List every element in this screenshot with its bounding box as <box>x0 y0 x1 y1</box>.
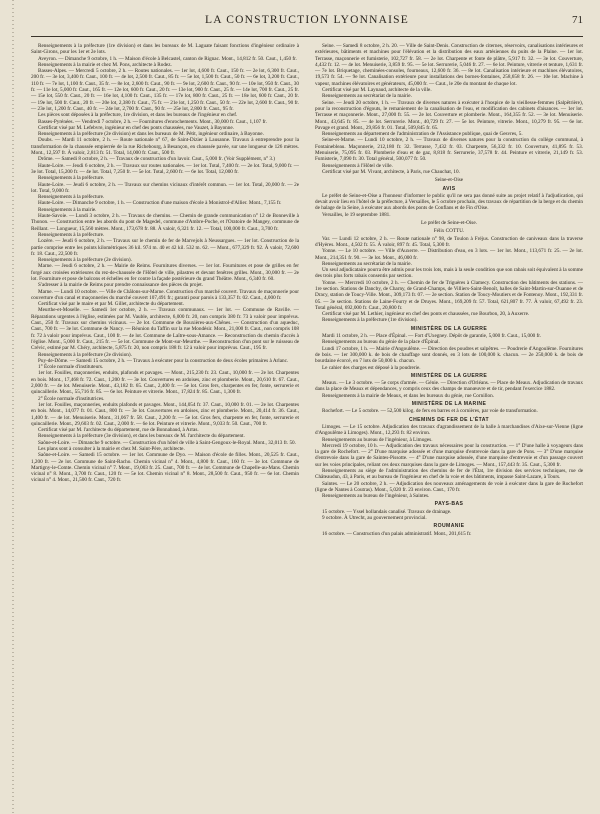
notice-paragraph: Rochefort. — Le 5 octobre. — 52,500 kilog. de fers en barres et à cornières, par voie de transformation. <box>322 408 538 415</box>
notice-paragraph: Lozère. — Jeudi 6 octobre, 2 h. — Travaux sur le chemin de fer de Marvejols à Neussargues. — 1er lot. Construction de la partie comprise entre les points kilométriques 36 kil. 974 m. 40 et 42 kil. 532 m. 62. — Mont., 677,329 fr. 92. À valoir, 72,600 fr. 18. Caut., 22,500 fr. <box>31 238 299 257</box>
notice-paragraph: Meurthe-et-Moselle. — Samedi 1er octobre, 2 h. — Travaux communaux. — 1er lot. — Commune de Raville. — Réparations urgentes à l'église, estimées par M. Vauble, architecte, 6,000 fr. 20, non compris 380 fr. 73 à valoir pour imprévus. Caut., 250 fr. Travaux sur chemins vicinaux. — 2e lot. Commune de Bouxières-aux-Chênes. — Construction d'un aqueduc, Caut., 700 fr. — 3e lot. Commune de Nancy. — Réunion du Taffin sur la rue Mondésir. Mont., 21,000 fr. Caut., non compris 108 fr. 72 à valoir pour imprévus. Caut., 100 fr. — 4e lot. Commune de Laître-sous-Amance. — Reconstruction du chemin d'accès à l'église. Mont., 5,000 fr. Caut., 215 fr. — 5e lot. Commune de Mont-sur-Meurthe. — Reconstruction d'un pont sur le ruisseau de Crévic, estimé par M. Chéry, architecte, 5,875 fr. 20, non compris 188 fr. 12 à valoir pour imprévus. Caut., 195 fr. <box>31 307 299 352</box>
right-column <box>315 43 583 537</box>
page-number: 71 <box>572 14 583 26</box>
notice-paragraph: Seine. — Samedi 8 octobre, 2 h. 20. — Ville de Saint-Denis. Construction de citernes, réservoirs, canalisations intérieures et extérieures, bâtiments et machines pour l'élévation et la distribution des eaux artésiennes du puits de la Plaine. — 1er lot. Terrasse, maçonnerie et fumisterie, 102,727 fr. 58. — 2e lot. Charpente et fonte de plâtre, 5,917 fr. 32. — 3e lot. Couverture, 4,432 fr. 12. — 4e lot. Menuiserie, 3,859 fr. 95. — 5e lot. Serrurerie, 5,046 fr. 27. — 6e lot. Peinture, vitrerie et tenture, 1,631 fr. — 7e lot. Briquetage, cheminées-consoles, fourneaux, 12,600 fr. 36. — 8e lot. Canalisation intérieure et machines élévatoires, 19,573 fr. 54. — 9e lot. Canalisation extérieure pour installations des bornes-fontaines, 258,658 fr. 26. — 10e lot. Machine à vapeur, machines élévatoires et générateurs, 45,000 fr. — Caut., le 20e du montant de chaque lot. <box>315 43 583 87</box>
section-heading: MINISTÈRE DE LA GUERRE <box>410 325 488 332</box>
notice-paragraph: Renseignements au bureau du génie de la place d'Épinal. <box>322 339 440 346</box>
notice-paragraph: Renseignements à l'Hôtel de ville. <box>322 162 393 169</box>
notice-paragraph: Saône-et-Loire. — Dimanche 9 octobre. — Construction d'un hôtel de ville à Saint-Gengoux-le-Royal. Mont., 32,013 fr. 50. <box>38 439 296 446</box>
notice-paragraph: Renseignements au secrétariat de la mairie. <box>322 260 412 267</box>
notice-paragraph: Aveyron. — Dimanche 9 octobre, 1 h. — Maison d'école à Belcastel, canton de Rignac. Mont., 14,812 fr. 50. Caut., 1,450 fr. <box>38 55 297 62</box>
notice-paragraph: 1° École normale d'instituteurs. <box>38 364 104 371</box>
left-column <box>31 43 299 537</box>
notice-paragraph: Les plans sont à consulter à la mairie et chez M. Saint-Père, architecte. <box>38 446 185 452</box>
notice-paragraph: Renseignements à la préfecture. <box>38 231 105 238</box>
notice-paragraph: S'adresser à la mairie de Reims pour prendre connaissance des pièces du projet. <box>38 282 204 289</box>
notice-paragraph: Doubs. — Mardi 11 octobre, 2 h. — Route nationale n° 67, de Saint-Dizier à Lausanne. Travaux à entreprendre pour la transformation de la chaussée empierrée de la rue Richebourg, à Besançon, en chaussée pavée, sur une longueur de 126 mètres. Mont., 12,597 fr. À valoir, 2,813 fr. 51. Total, 14,000 fr. Caut., 500 fr. <box>31 137 299 157</box>
notice-paragraph: Yonne. — Le 10 octobre. — Ville d'Auxerre. — Distribution d'eau, en 3 lots. — 1er lot. Mont., 113,671 fr. 25. — 2e lot. Mont., 214,351 fr. 90. — 3e lot. Mont., 46,000 fr. <box>315 248 583 261</box>
notice-paragraph: Renseignements au siège de l'administration des chemins de fer de l'État, 1re division des services techniques, rue de Châteaudun, 43, à Paris, et au bureau de l'ingénieur en chef de la voie et des bâtiments, impasse Saint-Lazare, à Tours. <box>315 468 583 481</box>
notice-paragraph: Les pièces sont déposées à la préfecture, 1re division, et dans les bureaux de l'ingénieur en chef. <box>38 112 238 119</box>
notice-paragraph: Certificat visé par M. Lefebvre, ingénieur en chef des ponts chaussées, rue Vauzet, à Bayonne. <box>38 124 234 131</box>
section-heading: MINISTÈRE DE LA GUERRE <box>410 372 488 379</box>
section-heading: Le préfet de Seine-et-Oise. <box>421 220 477 227</box>
section-heading: CHEMINS DE FER DE L'ÉTAT <box>409 416 489 423</box>
notice-paragraph: Saône-et-Loire. — Samedi 15 octobre. — 1er lot. Commune de Dyo. — Maison d'école de filles. Mont., 20,525 fr. Caut., 1,200 fr. — 2e lot. Commune de Saint-Racho. Chemin vicinal n° 4. Mont., 4,800 fr. Caut., 160 fr. — 3e lot. Commune de Martigny-le-Comte. Chemin vicinal n° 7. Mont., 19,003 fr. 25. Caut., 700 fr. — 4e lot. Commune de Chapelle-au-Mans. Chemin vicinal n° 8. Mont., 3,700 fr. Caut., 120 fr. — 5e lot. Chemin vicinal n° 8. Mont., 28,500 fr. Caut., 950 fr. — 6e lot. Chemin vicinal n° 4. Mont., 21,500 fr. Caut., 720 fr. <box>31 452 299 484</box>
notice-paragraph: Certificat visé par le maire et par M. Gillet, architecte du département. <box>38 301 185 308</box>
section-heading: Seine-et-Oise <box>434 177 464 184</box>
notice-paragraph: 1er lot. Fouilles, maçonneries, enduits, plafonds et pavages. — Mont., 215,230 fr. 23. Caut., 10,000 fr. — 2e lot. Charpentes en bois. Mont., 17,468 fr. 72. Caut., 1,200 fr. — 3e lot. Couvertures en ardoises, zinc et plomberie. Mont., 20,610 fr. 67. Caut., 2,000 fr. — 4e lot. Menuiserie. Mont., 43,182 fr. 65. Caut., 2,400 fr. — 5e lot. Gros fers, charpentes en fer, fonte, serrurerie et quincaillerie. Mont., 55,716 fr. 85. — 6e lot. Peinture et vitrerie. Mont., 17,824 fr. 85. Caut., 1,300 fr. <box>31 370 299 396</box>
section-heading: PAYS-BAS <box>434 501 464 508</box>
notice-paragraph: Drôme. — Samedi 8 octobre, 2 h. — Travaux de construction d'un lavoir. Caut., 5,000 fr. (Voir Supplément, n° 3.) <box>38 156 276 163</box>
notice-paragraph: Le cahier des charges est déposé à la poudrerie. <box>322 364 421 371</box>
journal-title: LA CONSTRUCTION LYONNAISE <box>205 14 409 26</box>
notice-paragraph: Saintes. — Le 20 octobre, 2 h. — Adjudication des nouveaux aménagements de voie à exécuter dans la gare de Rochefort (ligne de Nantes à Coutras). Mont., 5,020 fr. 23 environ. Caut., 170 fr. <box>315 480 583 493</box>
notice-paragraph: 16 octobre. — Construction d'un palais administratif. Mont., 201,615 fr. <box>322 530 472 537</box>
notice-paragraph: Renseignements à la préfecture (2e division) et dans les bureaux de M. Pétit, ingénieur ordinaire, à Bayonne. <box>38 131 264 138</box>
notice-paragraph: Le préfet de Seine-et-Oise a l'honneur d'informer le public qu'il ne sera pas donné suite au projet relatif à l'adjudication, qui devait avoir lieu en l'hôtel de la préfecture, à Versailles, le 5 octobre prochain, des travaux de répartition de la berge et du chemin de halage de la Seine, à exécuter aux abords des ponts de Conflans et de Fin d'Oise. <box>315 192 583 212</box>
notice-paragraph: Certificat visé par M. l'architecte du département, rue de Bonnabaud, à Arras. <box>38 427 199 434</box>
notice-paragraph: Meaux. — Le 3 octobre. — 5e corps d'armée. — Génie. — Direction d'Orléans. — Place de Meaux. Adjudication de travaux dans la place de Meaux et dépendances, y compris ceux des champs de manœuvre et de tir, pendant l'exercice 1882. <box>315 380 583 393</box>
notice-paragraph: Renseignements à la préfecture (2e division). <box>38 257 132 264</box>
notice-paragraph: Renseignements à la préfecture. <box>38 175 105 182</box>
notice-paragraph: Seine-et-Marne. — Lundi 10 octobre, 2 h. — Travaux de diverses natures pour la construction du collège communal, à Fontainebleau. Maçonnerie, 212,180 fr. 32. Terrasse, 7,432 fr. 03. Charpente, 56,332 fr. 10. Couverture, 41,895 fr. 53. Menuiserie, 75,095 fr. 03. Plomberie d'eau et de gaz, 8,818 fr. Serrurerie, 37,578 fr. 44. Peinture et vitrerie, 21,149 fr. 53. Fumisterie, 7,090 fr. 30. Total général, 500,077 fr. 50. <box>315 137 583 163</box>
notice-paragraph: Basses-Alpes. — Mercredi 5 octobre, 2 h. — Routes nationales. — 1er lot, 4,600 fr. Caut., 150 fr. — 2e lot, 6,300 fr. Caut., 200 fr. — 3e lot, 3,400 fr. Caut., 100 fr. — 4e lot, 2,500 fr. Caut., 85 fr. — 5e lot, 1,500 fr. Caut., 50 fr. — 6e lot, 3,200 fr. Caut., 110 fr. — 7e lot, 1,100 fr. Caut., 35 fr. — 8e lot, 2,600 fr. Caut., 90 fr. — 9e lot, 2,600 fr. Caut., 90 fr. — 10e lot, 950 fr. Caut., 30 fr. — 11e lot, 5,000 fr. Caut., 165 fr. — 12e lot, 600 fr. Caut., 20 fr. — 13e lot, 900 fr. Caut., 25 fr. — 14e lot, 700 fr. Caut., 25 fr. — 15e lot, 550 fr. Caut., 20 fr. — 16e lot, 4,100 fr. Caut., 135 fr. — 17e lot, 800 fr. Caut., 25 fr. — 18e lot, 600 fr. Caut., 20 fr. — 19e lot, 500 fr. Caut., 20 fr. — 20e lot, 2,380 fr. Caut., 75 fr. — 21e lot, 1,250 fr. Caut., 50 fr. — 22e lot, 2,600 fr. Caut., 90 fr. — 23e lot, 1,200 fr. Caut., 40 fr. — 24e lot, 2,700 fr. Caut., 90 fr. — 25e lot, 2,800 fr. Caut., 95 fr. <box>31 68 299 112</box>
notice-paragraph: Renseignements à la mairie et chez M. Pons, architecte à Rodez. <box>38 61 172 68</box>
notice-paragraph: Marne. — Jeudi 6 octobre, 2 h. — Mairie de Reims. Fournitures diverses. — 1er lot. Fournitures et pose de grilles en fer forgé aux croisées extérieures du rez-de-chaussée de l'Hôtel de ville, pilastres et devant fenêtres grilles. Mont., 30,000 fr. — 2e lot. Fourniture et pose de balcons et échelles en fer contre la façade postérieure du grand Théâtre. Mont., 6,340 fr. 60. <box>31 263 299 282</box>
columns <box>31 43 583 537</box>
notice-paragraph: Renseignements à la mairie de Meaux, et dans les bureaux du génie, rue Cornillon. <box>322 392 495 399</box>
notice-paragraph: Certificat visé par M. Lethier, ingénieur en chef des ponts et chaussées, rue Bourbon, 20, à Auxerre. <box>322 311 530 318</box>
notice-paragraph: Mardi 11 octobre, 2 h. — Place d'Épinal. — Fort d'Uxegney. Dépôt de garantie, 5,000 fr. Caut., 15,000 fr. <box>322 333 542 340</box>
notice-paragraph: Yonne. — Mercredi 10 octobre, 2 h. — Chemin de fer de Triguères à Clamecy. Construction des bâtiments des stations. — 1re section. Stations de Dancby, de Charny, de Grand-Champs, de Villiers-Saint-Benoît, halles de Saint-Martin-sur-Ouanne et de Dracy, station de Toucy-Ville. Mont., 309,173 fr. 07. — 2e section. Station de Toucy-Moutiers et de Fontenoy. Mont., 192,331 fr. 05. — 3e section. Stations de Laine-Fourry et de Druyes. Mont., 169,209 fr. 57. Total, 621,807 fr. 77. À valoir, 67,492 fr. 23. Total général, 692,000 fr. Caut., 20,800 fr. <box>315 279 583 311</box>
notice-paragraph: Haute-Loire. — Dimanche 9 octobre, 1 h. — Construction d'une maison d'école à Monistrol-d'Allier. Mont., 7,155 fr. <box>38 200 282 207</box>
notice-paragraph: Seine. — Jeudi 20 octobre, 1 h. — Travaux de diverses natures à exécuter à l'hospice de la vieillesse-femmes (Salpêtrière), pour la reconstruction d'égouts, le remaniement de la canalisation de l'eau, et modification des cabinets d'aisances. — 1er lot. Terrasse et maçonnerie. Mont., 27,000 fr. 55. — 2e lot. Couverture et plomberie. Mont., 164,355 fr. 52. — 3e lot. Menuiserie. Mont., 43,645 fr. 85. — 4e lot. Serrurerie. Mont., 40,729 fr. 27. — 5e lot. Peinture, vitrerie. Mont., 10,279 fr. 95. — 6e lot. Pavage et grand. Mont., 29,856 fr. 01. Total, 509,845 fr. 65. <box>315 99 583 131</box>
notice-paragraph: Renseignements au département de l'administration de l'Assistance publique, quai de Gesvres, 5. <box>322 131 523 138</box>
notice-paragraph: Renseignements au secrétariat de la mairie. <box>322 93 412 100</box>
notice-paragraph: Renseignements au bureau de l'ingénieur, à Saintes. <box>322 493 430 500</box>
notice-paragraph: Renseignements à la mairie. <box>38 206 97 213</box>
section-heading: AVIS <box>442 185 456 192</box>
notice-paragraph: 2° École normale d'institutrices. <box>38 395 105 402</box>
notice-paragraph: Haute-Loire. — Jeudi 6 octobre, 2 h. — Travaux sur chemins vicinaux d'intérêt commun. — 1er lot. Total, 20,000 fr. — 2e lot. Total, 9,000 fr. <box>31 181 299 194</box>
notice-paragraph: Haute-Savoie. — Lundi 3 octobre, 2 h. — Travaux de chemins. — Chemin de grande communication n° 12 de Bonneville à Thonon. — Construction entre les abords du pont de Magedel, commune d'Ambre-Poche, et l'Oratoire de Mangey, commune de Reillant. — Longueur, 15,560 mètres. Mont., 173,678 fr. 88. À valoir, 6,321 fr. 12. — Total, 100,000 fr. Caut., 3,700 fr. <box>31 213 299 232</box>
notice-paragraph: Limoges. — Le 15 octobre. Adjudication des travaux d'agrandissement de la halle à marchandises d'Aixe-sur-Vienne (ligne d'Angoulême à Limoges). Mont., 12,293 fr. 82 environ. <box>315 423 583 437</box>
section-heading: MINISTÈRE DE LA MARINE <box>411 401 487 408</box>
page-header <box>31 14 583 34</box>
notice-paragraph: 15 octobre. — Yssel hollandais canalisé. Travaux de drainage. <box>322 508 452 515</box>
binding-edge <box>12 0 14 814</box>
notice-paragraph: 9 octobre. À Utrecht, au gouvernement provincial. <box>322 515 427 522</box>
notice-paragraph: Versailles, le 19 septembre 1881. <box>322 211 391 218</box>
notice-paragraph: Un seul adjudicataire pourra être admis pour les trois lots, mais à la seule condition que son rabais soit équivalent à la somme des trois plus forts rabais consentis par section. <box>315 267 583 280</box>
notice-paragraph: Renseignements à la préfecture (1re division) et dans les bureaux de M. Laguate faisant fonctions d'ingénieur ordinaire à Saint-Girons, pour les 1er et 2e lots. <box>31 43 299 56</box>
notice-paragraph: Puy-de-Dôme. — Samedi 15 octobre, 2 h. — Travaux à exécuter pour la construction de deux écoles primaires à Arlanc. <box>38 357 289 364</box>
notice-paragraph: Mercredi 19 octobre, 10 h. — Adjudication des travaux nécessaires pour la construction. — 1° D'une halle à voyageurs dans la gare de Rochefort. — 2° D'une marquise adossée et d'une marquise d'entrevoie dans la gare de Pons. — 3° D'une marquise d'entrevoie dans la gare de Saintes-Pissotte. — 4° D'une marquise adossée, d'une marquise d'entrevoie et d'un passage couvert sur les voies principales, reliant ces deux marquises dans la gare de Limoges. — Mont., 157,443 fr. 35. Caut., 5,300 fr. <box>315 442 583 468</box>
section-heading: ROUMANIE <box>433 523 465 530</box>
notice-paragraph: Lundi 17 octobre, 1 h. — Mairie d'Angoulême. — Direction des poudres et salpêtres. — Poudrerie d'Angoulême. Fournitures de bois. — 1er 300,000 k. de bois de chauffage sont donnés, en 3 lots de 100,000 k. chacun. — 2e 250,000 k. de bois de bourdaine écorcé, en 7 lots de 50,000 k. chacun. <box>315 345 583 365</box>
section-heading: Félix COTTU. <box>433 228 465 235</box>
notice-paragraph: Renseignements à la préfecture. <box>38 194 105 201</box>
notice-paragraph: Renseignements à la préfecture (3e division), et dans les bureaux de M. l'architecte du département. <box>38 433 245 440</box>
notice-paragraph: Haute-Loire. — Jeudi 6 octobre, 2 h. — Travaux sur routes nationales. — 1er lot. Total, 7,400 fr. — 2e lot. Total, 9,000 fr. — 3e lot. Total, 15,200 fr. — 4e lot. Total, 7,250 fr. — 5e lot. Total, 2,600 fr. — 6e lot. Total, 12,000 fr. <box>31 162 299 175</box>
header-rule <box>31 36 583 37</box>
notice-paragraph: Certificat visé par M. Laynaud, architecte de la ville. <box>322 87 432 94</box>
notice-paragraph: Renseignements à la préfecture (2e division). <box>38 351 132 358</box>
notice-paragraph: Renseignements au bureau de l'ingénieur, à Limoges. <box>322 436 433 443</box>
notice-paragraph: 1er lot. Fouilles, maçonneries, enduits plafonds et pavages. Mont., 144,054 fr. 37. Caut., 10,000 fr. 01. — 2e lot. Charpentes en bois. Mont., 14,077 fr. 01. Caut., 800 fr. — 3e lot. Couvertures en ardoises, zinc et plomberie. Mont., 20,414 fr. 36. Caut., 1,400 fr. — 4e lot. Menuiserie. Mont., 31,067 fr. 58. Caut., 2,200 fr. — 5e lot. Gros fers, charpente en fer, fonte, serrurerie et quincaillerie. Mont., 29,603 fr. 02. Caut., 2,000 fr. — 6e lot. Peinture et vitrerie. Mont., 9,033 fr. 50. Caut., 700 fr. <box>31 401 299 427</box>
notice-paragraph: Var. — Lundi 12 octobre, 2 h. — Route nationale n° 98, de Toulon à Fréjus. Construction de caniveaux dans la traverse d'Hyères. Mont., 4,502 fr. 55. À valoir, 897 fr. 45. Total, 5,300 fr. <box>315 235 583 248</box>
notice-paragraph: Renseignements à la préfecture (1re division). <box>322 317 418 324</box>
notice-paragraph: Marne. — Lundi 10 octobre. — Ville de Châlons-sur-Marne. Construction d'un marché couvert. Travaux de maçonnerie pour couverture d'un canal et maçonneries du marché couvert 107,491 fr.; garanti pour parois à 133,357 fr. 02. Caut., 4,000 fr. <box>31 288 299 301</box>
notice-paragraph: Certificat visé par M. Vivant, architecte, à Paris, rue Chauchat, 10. <box>322 168 460 175</box>
notice-paragraph: Basses-Pyrénées. — Vendredi 7 octobre, 2 h. — Fournitures d'enrochements. Mont., 30,000 fr. Caut., 1,107 fr. <box>38 118 267 125</box>
